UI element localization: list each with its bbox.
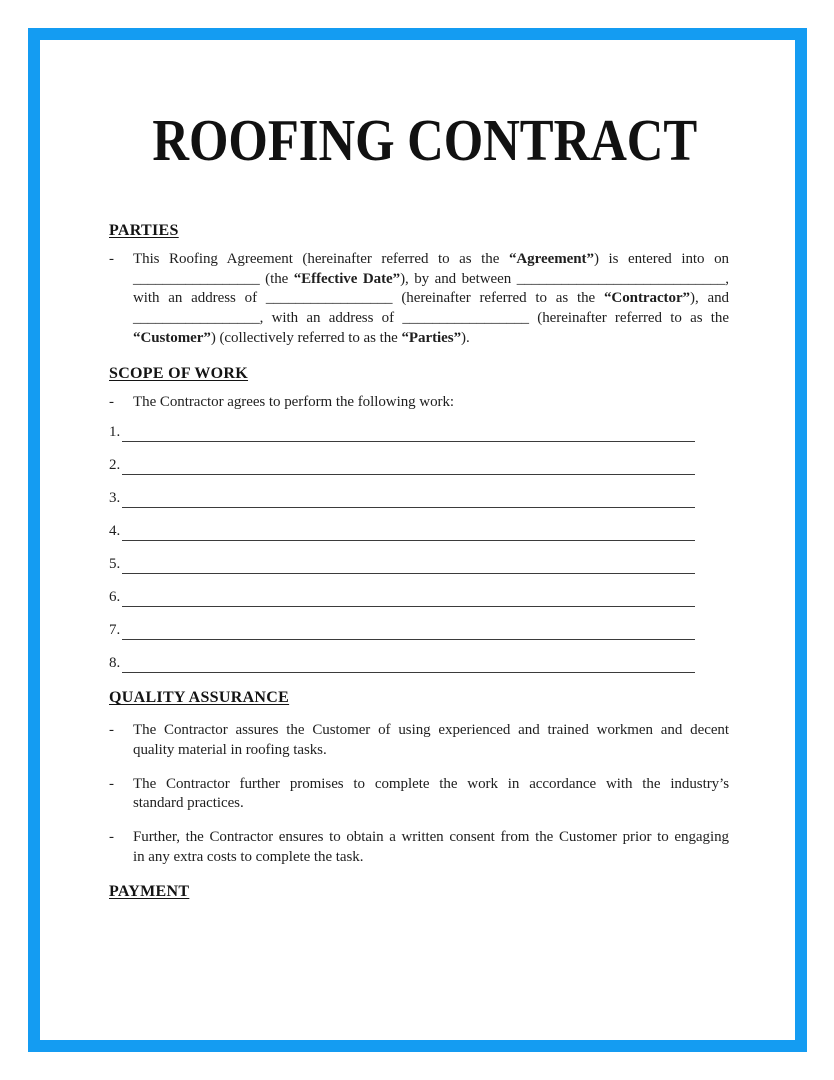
paragraph-line: The Contractor assures the Customer of using experienced and trained workmen and decent (133, 722, 729, 739)
numbered-blank-row (109, 488, 695, 508)
bullet-text (133, 828, 729, 867)
row-number: 6. (109, 588, 121, 605)
paragraph-line: quality material in roofing tasks. (133, 741, 327, 758)
numbered-blank-row (109, 653, 695, 673)
numbered-blank-row (109, 521, 695, 541)
bullet-dash: - (109, 393, 114, 410)
paragraph-line: in any extra costs to complete the task. (133, 848, 364, 865)
fill-in-blank-line (122, 421, 695, 442)
row-number: 5. (109, 555, 121, 572)
fill-in-blank-line (122, 520, 695, 541)
parties-paragraph-lines (133, 250, 729, 349)
paragraph-line: The Contractor further promises to complete the work in accordance with the industry’s (133, 775, 729, 792)
bullet-item (109, 828, 729, 867)
paragraph-line: Further, the Contractor ensures to obtain a written consent from the Customer prior to engaging (133, 829, 729, 846)
parties-heading: PARTIES (109, 222, 179, 239)
section-payment (109, 882, 729, 902)
payment-heading: PAYMENT (109, 883, 190, 901)
row-number: 1. (109, 423, 121, 440)
fill-in-blank-line (122, 652, 695, 673)
bullet-dash: - (109, 251, 114, 267)
paragraph-line: _________________ (the “Effective Date”), by and between ____________________________, (133, 270, 729, 287)
paragraph-line: with an address of _________________ (hereinafter referred to as the “Contractor”), and (133, 290, 729, 307)
quality-bullets (109, 721, 729, 867)
document-page (40, 40, 795, 1040)
page-border-frame (28, 28, 807, 1052)
paragraph-line: “Customer”) (collectively referred to as the “Parties”). (133, 329, 470, 346)
scope-intro (109, 393, 729, 413)
section-parties (109, 221, 729, 349)
bullet-text (133, 721, 729, 760)
scope-blank-list (109, 422, 729, 673)
bullet-dash: - (109, 722, 114, 739)
row-number: 8. (109, 654, 121, 671)
numbered-blank-row (109, 587, 695, 607)
bullet-text (133, 775, 729, 814)
scope-heading: SCOPE OF WORK (109, 364, 249, 382)
quality-heading: QUALITY ASSURANCE (109, 689, 290, 707)
bullet-dash: - (109, 829, 114, 846)
section-scope-of-work (109, 364, 729, 674)
bullet-item (109, 721, 729, 760)
numbered-blank-row (109, 620, 695, 640)
row-number: 7. (109, 621, 121, 638)
scope-intro-lines (133, 393, 729, 413)
numbered-blank-row (109, 455, 695, 475)
paragraph-line: _________________, with an address of _________________ (hereinafter referred to as the (133, 310, 729, 327)
row-number: 4. (109, 522, 121, 539)
fill-in-blank-line (122, 454, 695, 475)
fill-in-blank-line (122, 553, 695, 574)
paragraph-line: standard practices. (133, 795, 244, 812)
fill-in-blank-line (122, 586, 695, 607)
bullet-dash: - (109, 775, 114, 792)
row-number: 3. (109, 489, 121, 506)
section-quality-assurance (109, 688, 729, 867)
row-number: 2. (109, 456, 121, 473)
bullet-item (109, 775, 729, 814)
fill-in-blank-line (122, 487, 695, 508)
numbered-blank-row (109, 422, 695, 442)
document-title: ROOFING CONTRACT (152, 107, 698, 173)
paragraph-line: This Roofing Agreement (hereinafter referred to as the “Agreement”) is entered into on (133, 251, 729, 267)
fill-in-blank-line (122, 619, 695, 640)
parties-paragraph (109, 250, 729, 349)
paragraph-line: The Contractor agrees to perform the following work: (133, 393, 455, 410)
numbered-blank-row (109, 554, 695, 574)
